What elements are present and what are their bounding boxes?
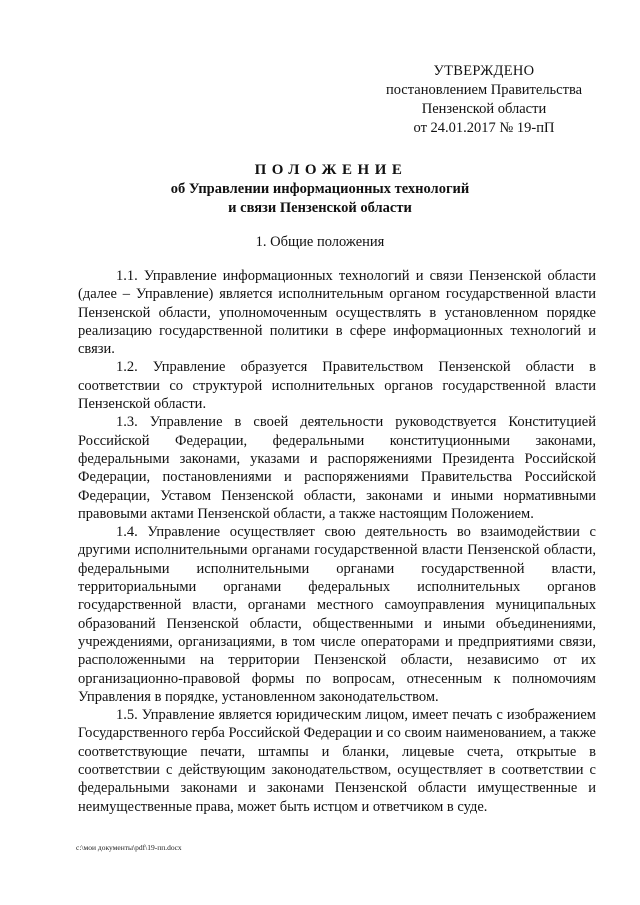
paragraph-1-3: 1.3. Управление в своей деятельности руководствуется Конституцией Российской Федерации, федеральными конституционными законами, федеральными законами, указами и распоряжениями Президента Российской Федерации, постановлениями и распоряжениями Правительства Российской Федерации, Уставом Пензенской области, законами и иными нормативными правовыми актами Пензенской области, а также настоящим Положением. <box>78 414 596 522</box>
paragraph-1-4: 1.4. Управление осуществляет свою деятельность во взаимодействии с другими исполнительными органами государственной власти Пензенской области, федеральными исполнительными органами государственной власти, территориальными органами федеральных исполнительных органов государственной власти, органами местного самоуправления муниципальных образований Пензенской области, общественными и иными объединениями, учреждениями, организациями, в том числе операторами и предприятиями связи, расположенными на территории Пензенской области, независимо от их организационно-правовой формы по вопросам, отнесенным к полномочиям Управления в порядке, установленном законодательством. <box>78 524 596 705</box>
title-sub-line-1: об Управлении информационных технологий <box>170 181 470 197</box>
section-heading: 1. Общие положения <box>255 234 385 250</box>
approval-block <box>372 62 596 138</box>
title-sub-line-2: и связи Пензенской области <box>228 200 412 216</box>
paragraph-1-2: 1.2. Управление образуется Правительством Пензенской области в соответствии со структурой исполнительных органов государственной власти Пензенской области. <box>78 359 596 413</box>
approval-stamp: УТВЕРЖДЕНО <box>433 63 535 79</box>
paragraph-1-1: 1.1. Управление информационных технологий и связи Пензенской области (далее – Управление) является исполнительным органом государственной власти Пензенской области, уполномоченным осуществлять в установленном порядке реализацию государственной политики в сфере информационных технологий и связи. <box>78 268 596 358</box>
title-main: ПОЛОЖЕНИЕ <box>254 162 408 178</box>
approval-line-2: Пензенской области <box>421 101 547 117</box>
approval-line-1: постановлением Правительства <box>385 82 583 98</box>
document-title <box>0 160 640 218</box>
paragraph-1-5: 1.5. Управление является юридическим лицом, имеет печать с изображением Государственного герба Российской Федерации и со своим наименованием, а также соответствующие печати, штампы и бланки, лицевые счета, открытые в соответствии с действующим законодательством, осуществляет в соответствии с федеральными законами и законами Пензенской области имущественные и неимущественные права, может быть истцом и ответчиком в суде. <box>78 707 596 815</box>
footer-file-path: c:\мои документы\pdf\19-пп.docx <box>76 843 182 852</box>
approval-line-3: от 24.01.2017 № 19-пП <box>413 120 555 136</box>
document-body <box>78 267 596 816</box>
